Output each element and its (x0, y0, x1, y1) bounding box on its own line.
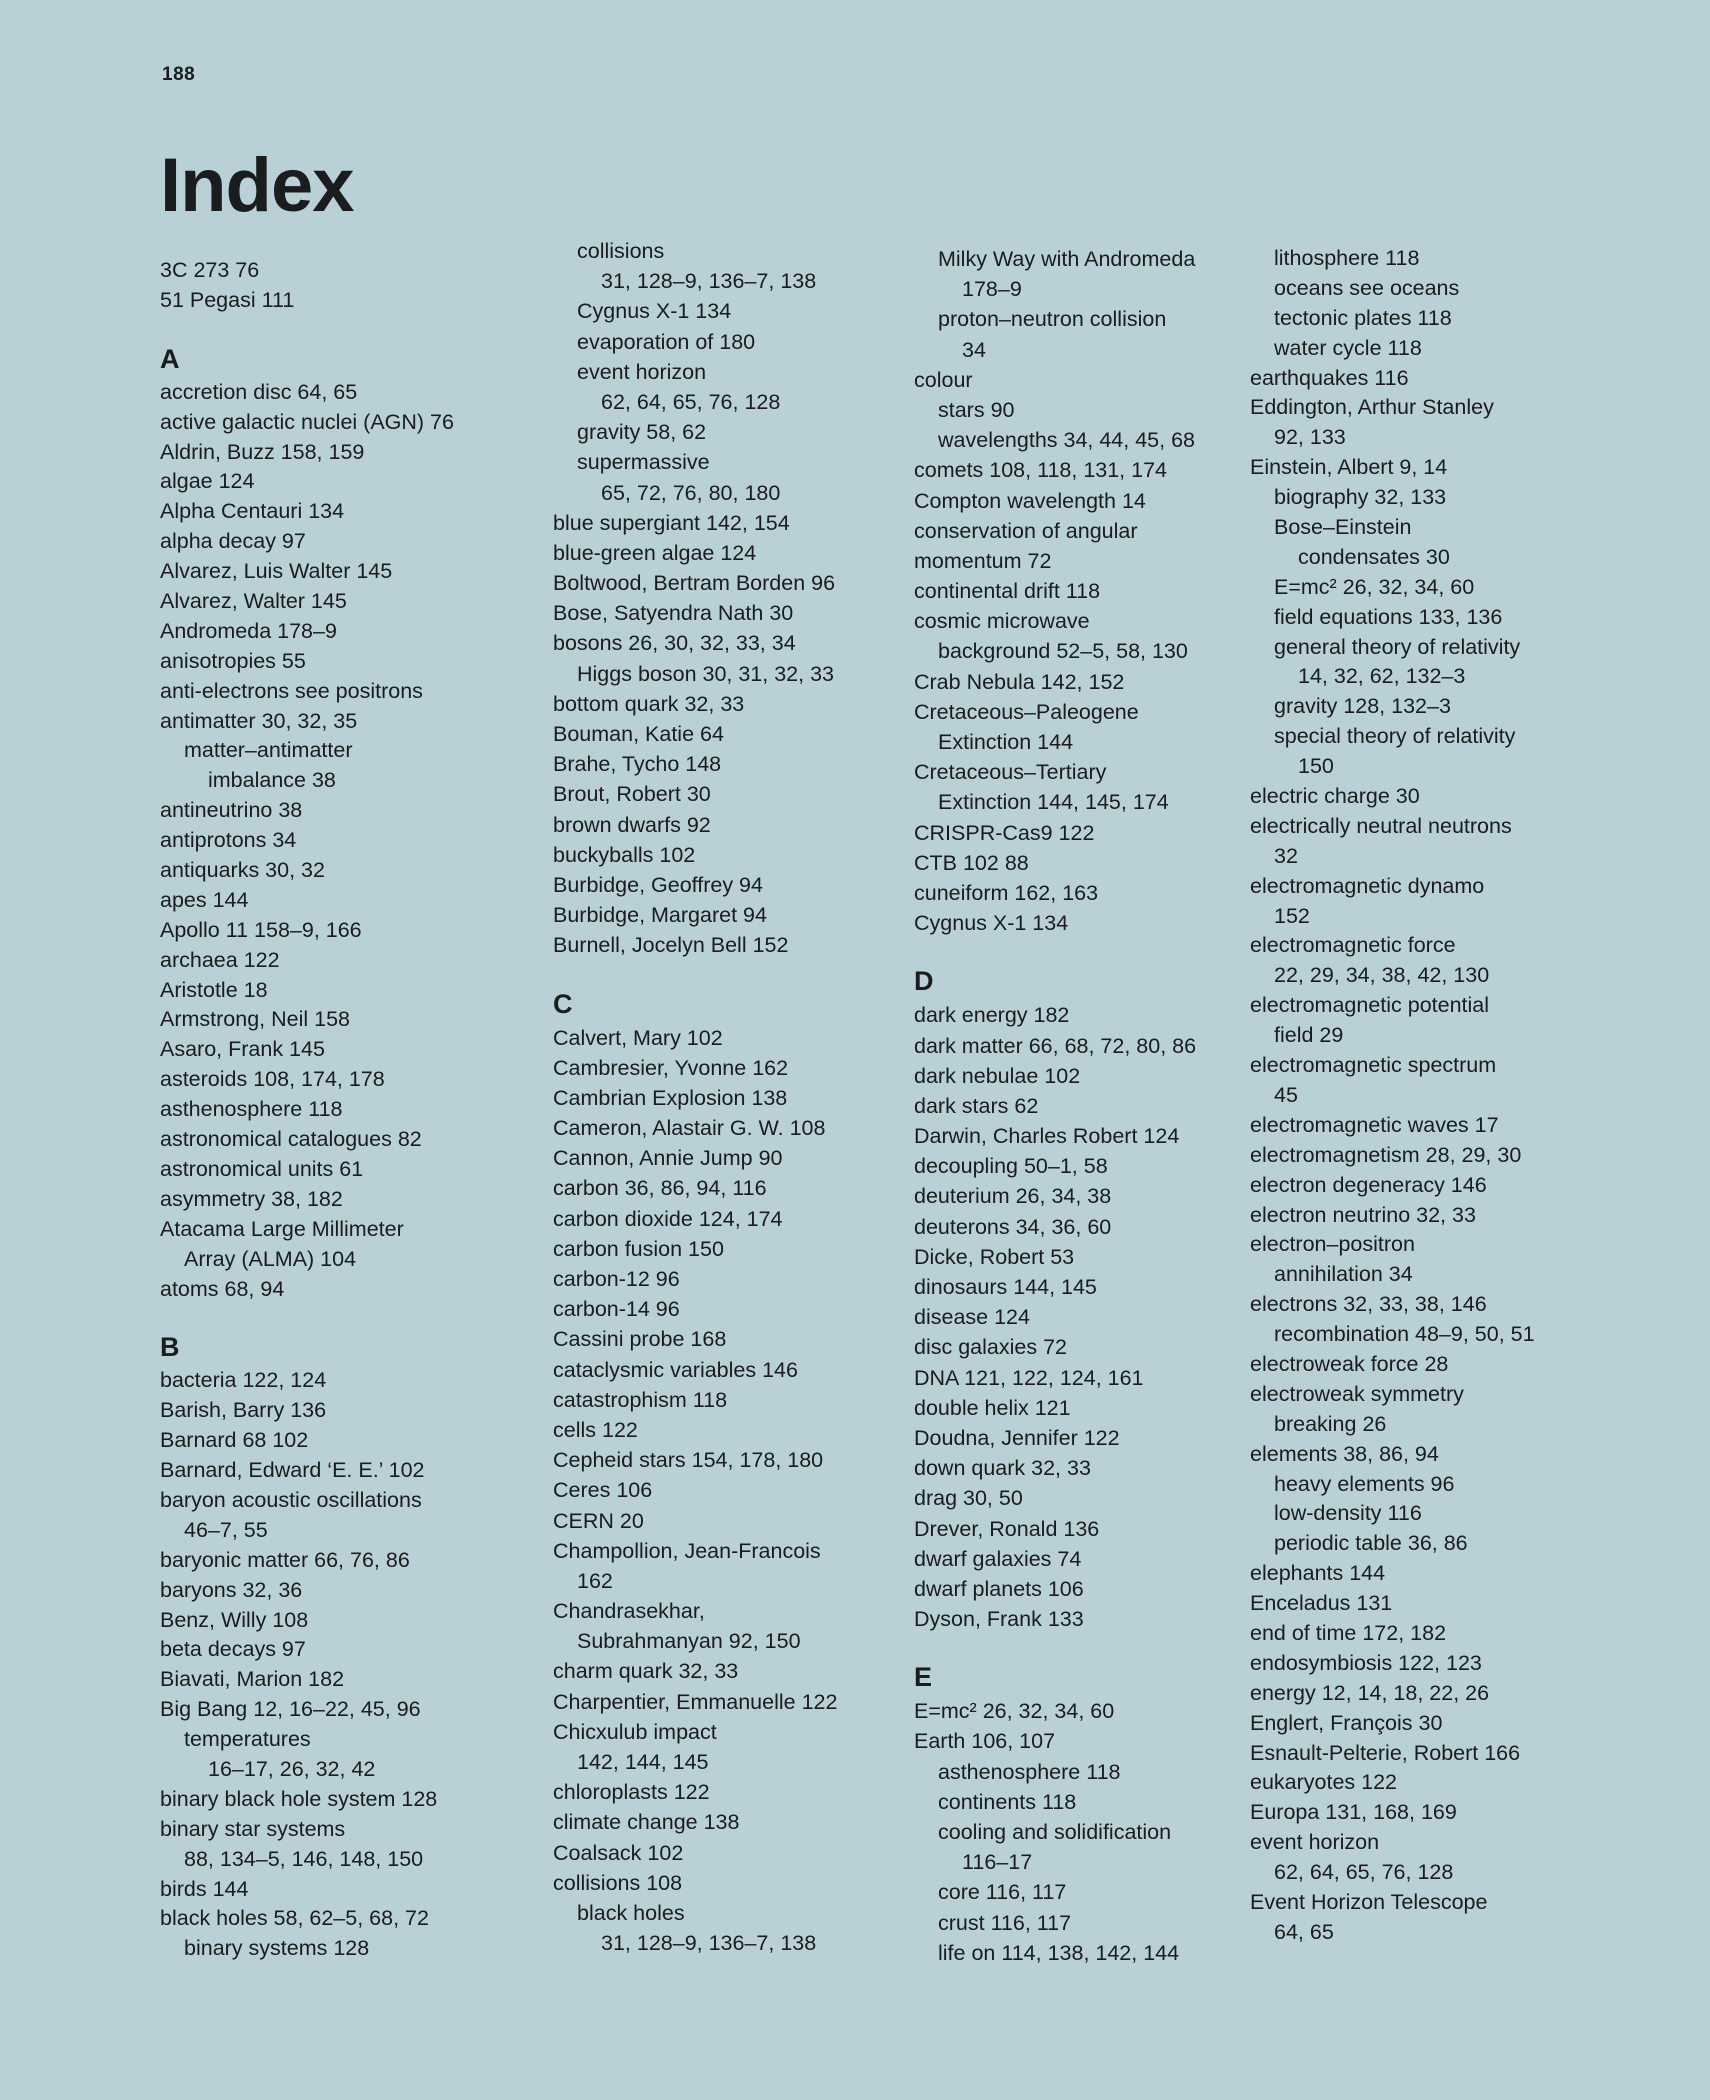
index-entry: decoupling 50–1, 58 (914, 1154, 1108, 1179)
index-subentry: Milky Way with Andromeda (938, 247, 1196, 271)
index-entry: antiquarks 30, 32 (160, 858, 325, 883)
index-entry: bosons 26, 30, 32, 33, 34 (553, 631, 796, 656)
index-subentry: E=mc² 26, 32, 34, 60 (1274, 574, 1475, 599)
index-entry: Alvarez, Walter 145 (160, 589, 347, 614)
index-entry: Bose, Satyendra Nath 30 (553, 601, 794, 626)
index-subentry: 22, 29, 34, 38, 42, 130 (1274, 963, 1490, 988)
index-subentry: condensates 30 (1298, 544, 1450, 569)
index-section-letter: A (160, 343, 180, 374)
index-entry: DNA 121, 122, 124, 161 (914, 1365, 1144, 1390)
index-entry: Drever, Ronald 136 (914, 1516, 1100, 1541)
index-entry: anti-electrons see positrons (160, 678, 423, 703)
index-entry: end of time 172, 182 (1250, 1620, 1447, 1645)
index-entry: Champollion, Jean-Francois (553, 1538, 821, 1563)
index-subentry: background 52–5, 58, 130 (938, 639, 1188, 664)
index-entry: Asaro, Frank 145 (160, 1037, 325, 1062)
index-entry: Dyson, Frank 133 (914, 1607, 1084, 1632)
index-entry: elements 38, 86, 94 (1250, 1441, 1439, 1466)
index-entry: astronomical units 61 (160, 1156, 364, 1181)
index-entry: asthenosphere 118 (160, 1097, 343, 1122)
index-entry: black holes 58, 62–5, 68, 72 (160, 1906, 429, 1931)
index-entry: cataclysmic variables 146 (553, 1357, 798, 1382)
index-entry: electrons 32, 33, 38, 146 (1250, 1292, 1487, 1317)
index-entry: dinosaurs 144, 145 (914, 1275, 1097, 1299)
index-subentry: wavelengths 34, 44, 45, 68 (938, 428, 1195, 453)
index-entry: Europa 131, 168, 169 (1250, 1800, 1457, 1825)
index-entry: blue-green algae 124 (553, 540, 757, 565)
index-entry: Atacama Large Millimeter (160, 1216, 404, 1241)
index-entry: Cassini probe 168 (553, 1327, 727, 1352)
index-entry: beta decays 97 (160, 1637, 306, 1662)
index-entry: electron–positron (1250, 1232, 1415, 1257)
index-entry: dark stars 62 (914, 1093, 1039, 1118)
index-subentry: binary systems 128 (184, 1936, 370, 1961)
index-subentry: field 29 (1274, 1023, 1344, 1048)
index-entry: Aldrin, Buzz 158, 159 (160, 439, 365, 464)
index-entry: electromagnetism 28, 29, 30 (1250, 1142, 1522, 1167)
index-entry: binary black hole system 128 (160, 1786, 438, 1811)
index-subentry: 116–17 (962, 1850, 1033, 1875)
index-entry: Event Horizon Telescope (1250, 1889, 1488, 1914)
index-entry: Brahe, Tycho 148 (553, 752, 722, 777)
index-entry: Cepheid stars 154, 178, 180 (553, 1448, 824, 1473)
index-entry: Cretaceous–Tertiary (914, 760, 1107, 785)
index-entry: carbon 36, 86, 94, 116 (553, 1176, 767, 1201)
index-subentry: crust 116, 117 (938, 1910, 1072, 1935)
index-entry: Cambresier, Yvonne 162 (553, 1055, 789, 1080)
index-entry: Benz, Willy 108 (160, 1607, 309, 1632)
index-subentry: 45 (1274, 1082, 1298, 1107)
index-entry: momentum 72 (914, 548, 1052, 573)
index-entry: alpha decay 97 (160, 529, 306, 554)
index-entry: Eddington, Arthur Stanley (1250, 395, 1494, 420)
page-number: 188 (162, 64, 196, 85)
index-subentry: Extinction 144 (938, 730, 1074, 754)
index-entry: Aristotle 18 (160, 977, 268, 1002)
index-entry: asymmetry 38, 182 (160, 1186, 343, 1211)
page-title: Index (160, 143, 354, 228)
index-subentry: gravity 128, 132–3 (1274, 694, 1451, 719)
index-entry: electrically neutral neutrons (1250, 813, 1512, 838)
index-entry: Coalsack 102 (553, 1840, 684, 1865)
index-entry: baryon acoustic oscillations (160, 1487, 422, 1512)
index-entry: electromagnetic spectrum (1250, 1053, 1497, 1078)
index-entry: Einstein, Albert 9, 14 (1250, 455, 1448, 480)
index-subentry: 31, 128–9, 136–7, 138 (601, 269, 817, 294)
index-subentry: supermassive (577, 450, 710, 475)
index-subentry: 31, 128–9, 136–7, 138 (601, 1931, 817, 1956)
index-entry: 51 Pegasi 111 (160, 287, 295, 312)
index-entry: Chandrasekhar, (553, 1599, 705, 1624)
index-entry: Burbidge, Margaret 94 (553, 903, 767, 928)
index-entry: archaea 122 (160, 947, 280, 972)
index-entry: Calvert, Mary 102 (553, 1025, 723, 1050)
index-entry: electromagnetic potential (1250, 993, 1490, 1018)
index-entry: dark matter 66, 68, 72, 80, 86 (914, 1033, 1197, 1058)
index-subentry: recombination 48–9, 50, 51 (1274, 1322, 1535, 1347)
index-entry: electron neutrino 32, 33 (1250, 1202, 1476, 1227)
index-entry: asteroids 108, 174, 178 (160, 1067, 385, 1092)
index-entry: Cannon, Annie Jump 90 (553, 1146, 783, 1171)
index-subentry: Subrahmanyan 92, 150 (577, 1629, 801, 1654)
index-entry: deuterium 26, 34, 38 (914, 1184, 1112, 1209)
index-entry: antimatter 30, 32, 35 (160, 708, 358, 733)
index-entry: 3C 273 76 (160, 258, 260, 282)
index-entry: endosymbiosis 122, 123 (1250, 1650, 1482, 1675)
index-subentry: general theory of relativity (1274, 634, 1521, 659)
index-entry: dark energy 182 (914, 1003, 1070, 1028)
index-subentry: 64, 65 (1274, 1919, 1334, 1944)
index-entry: dark nebulae 102 (914, 1063, 1081, 1088)
index-entry: disease 124 (914, 1305, 1030, 1330)
index-entry: dwarf planets 106 (914, 1576, 1084, 1601)
index-subentry: 32 (1274, 843, 1298, 868)
index-entry: baryonic matter 66, 76, 86 (160, 1547, 410, 1572)
index-entry: disc galaxies 72 (914, 1335, 1067, 1360)
index-entry: down quark 32, 33 (914, 1456, 1091, 1481)
index-entry: E=mc² 26, 32, 34, 60 (914, 1699, 1115, 1724)
index-entry: Ceres 106 (553, 1478, 653, 1503)
index-entry: event horizon (1250, 1830, 1380, 1855)
index-subentry: life on 114, 138, 142, 144 (938, 1940, 1180, 1965)
index-entry: Andromeda 178–9 (160, 618, 337, 643)
index-entry: electromagnetic waves 17 (1250, 1112, 1499, 1137)
index-entry: catastrophism 118 (553, 1387, 728, 1412)
index-entry: comets 108, 118, 131, 174 (914, 458, 1168, 483)
index-entry: dwarf galaxies 74 (914, 1546, 1082, 1571)
index-entry: Burnell, Jocelyn Bell 152 (553, 933, 789, 958)
index-column-2 (553, 236, 883, 1958)
index-entry: bottom quark 32, 33 (553, 691, 745, 716)
index-subentry: 14, 32, 62, 132–3 (1298, 664, 1466, 689)
index-entry: charm quark 32, 33 (553, 1659, 739, 1684)
index-entry: Cretaceous–Paleogene (914, 699, 1139, 724)
index-entry: colour (914, 367, 973, 392)
index-entry: algae 124 (160, 469, 255, 494)
index-entry: Barish, Barry 136 (160, 1398, 327, 1423)
index-subentry: 46–7, 55 (184, 1517, 268, 1542)
index-entry: climate change 138 (553, 1810, 740, 1835)
index-entry: Brout, Robert 30 (553, 782, 711, 807)
index-entry: Cameron, Alastair G. W. 108 (553, 1116, 826, 1141)
index-section-letter: C (553, 988, 573, 1019)
index-subentry: 152 (1274, 903, 1310, 928)
index-entry: Englert, François 30 (1250, 1710, 1443, 1735)
index-subentry: 178–9 (962, 277, 1022, 302)
index-entry: Alvarez, Luis Walter 145 (160, 559, 393, 584)
index-entry: electron degeneracy 146 (1250, 1172, 1487, 1197)
index-entry: double helix 121 (914, 1395, 1071, 1420)
index-entry: electroweak symmetry (1250, 1381, 1464, 1406)
index-subentry: continents 118 (938, 1789, 1077, 1814)
index-subentry: oceans see oceans (1274, 275, 1460, 300)
index-subentry: lithosphere 118 (1274, 246, 1420, 270)
index-entry: antineutrino 38 (160, 798, 303, 823)
index-entry: Apollo 11 158–9, 166 (160, 917, 362, 942)
index-subentry: biography 32, 133 (1274, 485, 1447, 510)
index-subentry: 162 (577, 1568, 613, 1593)
index-subentry: 16–17, 26, 32, 42 (208, 1756, 376, 1781)
index-entry: carbon-14 96 (553, 1297, 680, 1322)
index-entry: accretion disc 64, 65 (160, 379, 358, 404)
index-entry: deuterons 34, 36, 60 (914, 1214, 1112, 1239)
index-subentry: asthenosphere 118 (938, 1759, 1121, 1784)
index-entry: Cygnus X-1 134 (914, 911, 1069, 936)
index-entry: Barnard 68 102 (160, 1428, 309, 1453)
index-subentry: black holes (577, 1900, 685, 1925)
index-entry: buckyballs 102 (553, 842, 696, 867)
index-entry: Enceladus 131 (1250, 1591, 1393, 1616)
index-subentry: 34 (962, 337, 986, 362)
index-entry: drag 30, 50 (914, 1486, 1023, 1511)
index-entry: Alpha Centauri 134 (160, 499, 345, 524)
index-section-letter: E (914, 1662, 933, 1693)
index-entry: Biavati, Marion 182 (160, 1667, 345, 1692)
index-entry: Doudna, Jennifer 122 (914, 1425, 1120, 1450)
index-entry: Charpentier, Emmanuelle 122 (553, 1689, 838, 1714)
index-entry: binary star systems (160, 1816, 346, 1841)
index-entry: Boltwood, Bertram Borden 96 (553, 571, 836, 596)
index-entry: conservation of angular (914, 518, 1138, 543)
index-entry: energy 12, 14, 18, 22, 26 (1250, 1680, 1490, 1705)
index-subentry: 62, 64, 65, 76, 128 (1274, 1860, 1454, 1885)
index-subentry: core 116, 117 (938, 1880, 1067, 1905)
index-entry: chloroplasts 122 (553, 1780, 710, 1805)
index-entry: electromagnetic force (1250, 933, 1456, 958)
index-column-3 (914, 244, 1244, 1968)
index-entry: cuneiform 162, 163 (914, 880, 1099, 905)
index-entry: CRISPR-Cas9 122 (914, 820, 1095, 845)
index-entry: electric charge 30 (1250, 784, 1420, 809)
index-entry: elephants 144 (1250, 1561, 1386, 1586)
index-subentry: heavy elements 96 (1274, 1471, 1455, 1496)
index-entry: astronomical catalogues 82 (160, 1127, 422, 1152)
index-subentry: 62, 64, 65, 76, 128 (601, 389, 781, 414)
index-entry: eukaryotes 122 (1250, 1770, 1398, 1795)
index-entry: Esnault-Pelterie, Robert 166 (1250, 1740, 1521, 1765)
index-entry: electromagnetic dynamo (1250, 873, 1485, 898)
index-subentry: field equations 133, 136 (1274, 604, 1503, 629)
index-entry: earthquakes 116 (1250, 365, 1409, 390)
index-subentry: Higgs boson 30, 31, 32, 33 (577, 661, 834, 686)
index-subentry: water cycle 118 (1274, 335, 1422, 360)
index-subentry: collisions (577, 239, 665, 263)
index-entry: CERN 20 (553, 1508, 644, 1533)
index-column-4 (1250, 244, 1580, 1948)
index-section-letter: D (914, 966, 934, 997)
index-column-1 (160, 256, 490, 1964)
index-entry: Barnard, Edward ‘E. E.’ 102 (160, 1458, 425, 1483)
index-section-letter: B (160, 1332, 180, 1363)
index-subentry: 65, 72, 76, 80, 180 (601, 480, 781, 505)
index-entry: Dicke, Robert 53 (914, 1244, 1075, 1269)
index-entry: birds 144 (160, 1876, 249, 1901)
index-subentry: 142, 144, 145 (577, 1750, 709, 1774)
index-subentry: annihilation 34 (1274, 1262, 1413, 1287)
index-subentry: 150 (1298, 754, 1334, 779)
index-subentry: 88, 134–5, 146, 148, 150 (184, 1846, 424, 1871)
index-entry: carbon fusion 150 (553, 1236, 724, 1261)
index-entry: Compton wavelength 14 (914, 488, 1146, 513)
index-entry: continental drift 118 (914, 579, 1101, 604)
index-entry: blue supergiant 142, 154 (553, 510, 790, 535)
index-subentry: 92, 133 (1274, 425, 1346, 450)
index-entry: Chicxulub impact (553, 1719, 717, 1744)
index-subentry: gravity 58, 62 (577, 420, 707, 445)
index-subentry: breaking 26 (1274, 1411, 1387, 1436)
index-subentry: Bose–Einstein (1274, 515, 1412, 540)
index-subentry: matter–antimatter (184, 738, 353, 763)
index-entry: active galactic nuclei (AGN) 76 (160, 409, 454, 434)
index-entry: collisions 108 (553, 1870, 683, 1895)
index-subentry: tectonic plates 118 (1274, 305, 1452, 330)
index-subentry: temperatures (184, 1727, 311, 1752)
index-subentry: periodic table 36, 86 (1274, 1531, 1468, 1556)
index-entry: cells 122 (553, 1417, 638, 1442)
index-entry: brown dwarfs 92 (553, 812, 711, 837)
index-entry: Big Bang 12, 16–22, 45, 96 (160, 1697, 421, 1722)
index-entry: Earth 106, 107 (914, 1729, 1056, 1754)
index-entry: atoms 68, 94 (160, 1276, 285, 1301)
index-subentry: Array (ALMA) 104 (184, 1246, 357, 1271)
index-entry: antiprotons 34 (160, 828, 297, 853)
index-entry: anisotropies 55 (160, 648, 306, 673)
index-entry: Bouman, Katie 64 (553, 722, 724, 746)
index-entry: carbon dioxide 124, 174 (553, 1206, 783, 1231)
index-subentry: special theory of relativity (1274, 724, 1516, 749)
index-subentry: cooling and solidification (938, 1820, 1172, 1844)
index-entry: Cambrian Explosion 138 (553, 1085, 788, 1110)
index-entry: electroweak force 28 (1250, 1351, 1449, 1376)
index-entry: cosmic microwave (914, 609, 1090, 634)
index-subentry: imbalance 38 (208, 768, 336, 793)
index-subentry: event horizon (577, 359, 707, 384)
index-entry: CTB 102 88 (914, 850, 1029, 875)
index-entry: apes 144 (160, 887, 249, 912)
index-entry: Burbidge, Geoffrey 94 (553, 872, 763, 897)
index-subentry: low-density 116 (1274, 1501, 1422, 1526)
index-entry: Crab Nebula 142, 152 (914, 669, 1125, 694)
index-subentry: Cygnus X-1 134 (577, 299, 732, 324)
index-subentry: evaporation of 180 (577, 329, 756, 354)
index-subentry: proton–neutron collision (938, 307, 1167, 332)
index-entry: baryons 32, 36 (160, 1577, 303, 1602)
index-subentry: Extinction 144, 145, 174 (938, 790, 1169, 815)
index-subentry: stars 90 (938, 397, 1015, 422)
index-entry: carbon-12 96 (553, 1267, 680, 1291)
index-entry: Armstrong, Neil 158 (160, 1007, 350, 1032)
index-entry: bacteria 122, 124 (160, 1368, 327, 1393)
index-entry: Darwin, Charles Robert 124 (914, 1124, 1180, 1149)
